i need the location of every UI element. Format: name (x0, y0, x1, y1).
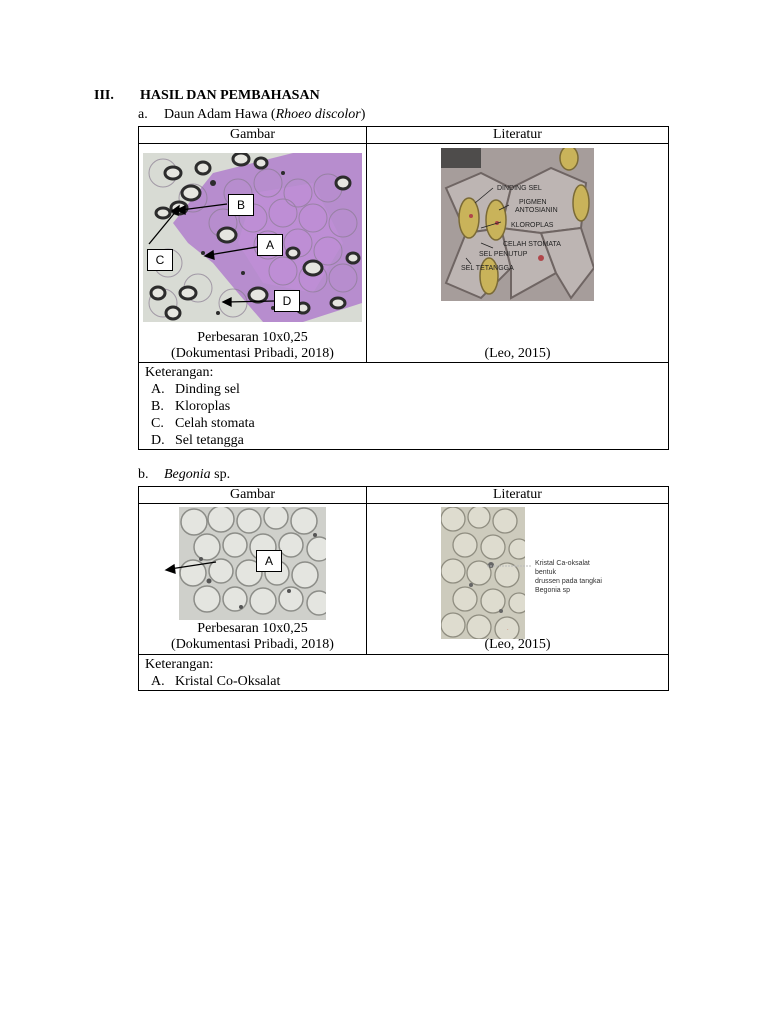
literature-rhoeo-figure (441, 148, 594, 301)
list-item: B. Kloroplas (151, 399, 231, 414)
subsection-a-letter: a. (138, 107, 148, 122)
photo-label-a: A (257, 234, 283, 256)
list-item: C. Celah stomata (151, 416, 255, 431)
list-item: A. Kristal Co-Oksalat (151, 674, 281, 689)
table-b-photo-cell (139, 504, 367, 655)
table-a-header-literatur: Literatur (367, 127, 669, 144)
table-a-literature-caption: (Leo, 2015) (484, 346, 551, 361)
lit-begonia-annotation-line2: drussen pada tangkai (535, 578, 602, 585)
lit-label-sel-tetangga: SEL TETANGGA (461, 265, 514, 272)
section-title: HASIL DAN PEMBAHASAN (140, 88, 320, 103)
begonia-arrow (139, 504, 366, 624)
table-a-caption-2: (Dokumentasi Pribadi, 2018) (171, 346, 334, 361)
table-b-caption-1: Perbesaran 10x0,25 (197, 621, 308, 636)
begonia-photo-label-a: A (256, 550, 282, 572)
list-item: D. Sel tetangga (151, 433, 244, 448)
lit-begonia-annotation-line1: Kristal Ca-oksalat bentuk (535, 560, 590, 576)
lit-label-kloroplas: KLOROPLAS (511, 222, 554, 229)
lit-label-celah-stomata: CELAH STOMATA (503, 241, 561, 248)
lit-label-dinding-sel: DINDING SEL (497, 185, 542, 192)
table-a-caption-1: Perbesaran 10x0,25 (197, 330, 308, 345)
list-item: A. Dinding sel (151, 382, 240, 397)
lit-begonia-pointer (487, 556, 537, 576)
table-a-literature-cell (367, 144, 669, 363)
lit-label-antosianin: ANTOSIANIN (515, 207, 558, 214)
subsection-b-letter: b. (138, 467, 149, 482)
photo-label-b: B (228, 194, 254, 216)
table-section-b (138, 486, 669, 691)
subsection-a-title (138, 107, 538, 125)
table-a-photo-cell (139, 144, 367, 363)
table-b-notes-list (145, 673, 668, 690)
table-b-notes (139, 655, 669, 691)
table-a-notes-list (145, 381, 668, 449)
table-b-caption-2: (Dokumentasi Pribadi, 2018) (171, 637, 334, 652)
table-b-literature-caption: (Leo, 2015) (484, 637, 551, 652)
table-b-header-gambar: Gambar (139, 487, 367, 504)
subsection-b-name: Begonia sp. (164, 467, 231, 482)
subsection-a-name: Daun Adam Hawa (Rhoeo discolor) (164, 107, 366, 122)
table-b-header-literatur: Literatur (367, 487, 669, 504)
table-a-notes (139, 363, 669, 450)
table-b-literature-cell (367, 504, 669, 655)
section-number: III. (94, 88, 114, 103)
lit-begonia-annotation-line3: Begonia sp (535, 587, 571, 594)
table-section-a (138, 126, 669, 450)
lit-begonia-annotation (535, 559, 605, 595)
table-a-notes-title: Keterangan: (145, 365, 214, 380)
table-b-notes-title: Keterangan: (145, 657, 214, 672)
lit-label-pigmen: PIGMEN (519, 199, 547, 206)
table-a-header-gambar: Gambar (139, 127, 367, 144)
photo-label-d: D (274, 290, 300, 312)
lit-begonia-scale: · (507, 627, 509, 633)
lit-label-sel-penutup: SEL PENUTUP (479, 251, 528, 258)
rhoeo-arrows (139, 144, 366, 344)
photo-label-c: C (147, 249, 173, 271)
literature-rhoeo-image (441, 148, 594, 301)
section-heading (94, 88, 494, 106)
subsection-b-title (138, 467, 538, 485)
